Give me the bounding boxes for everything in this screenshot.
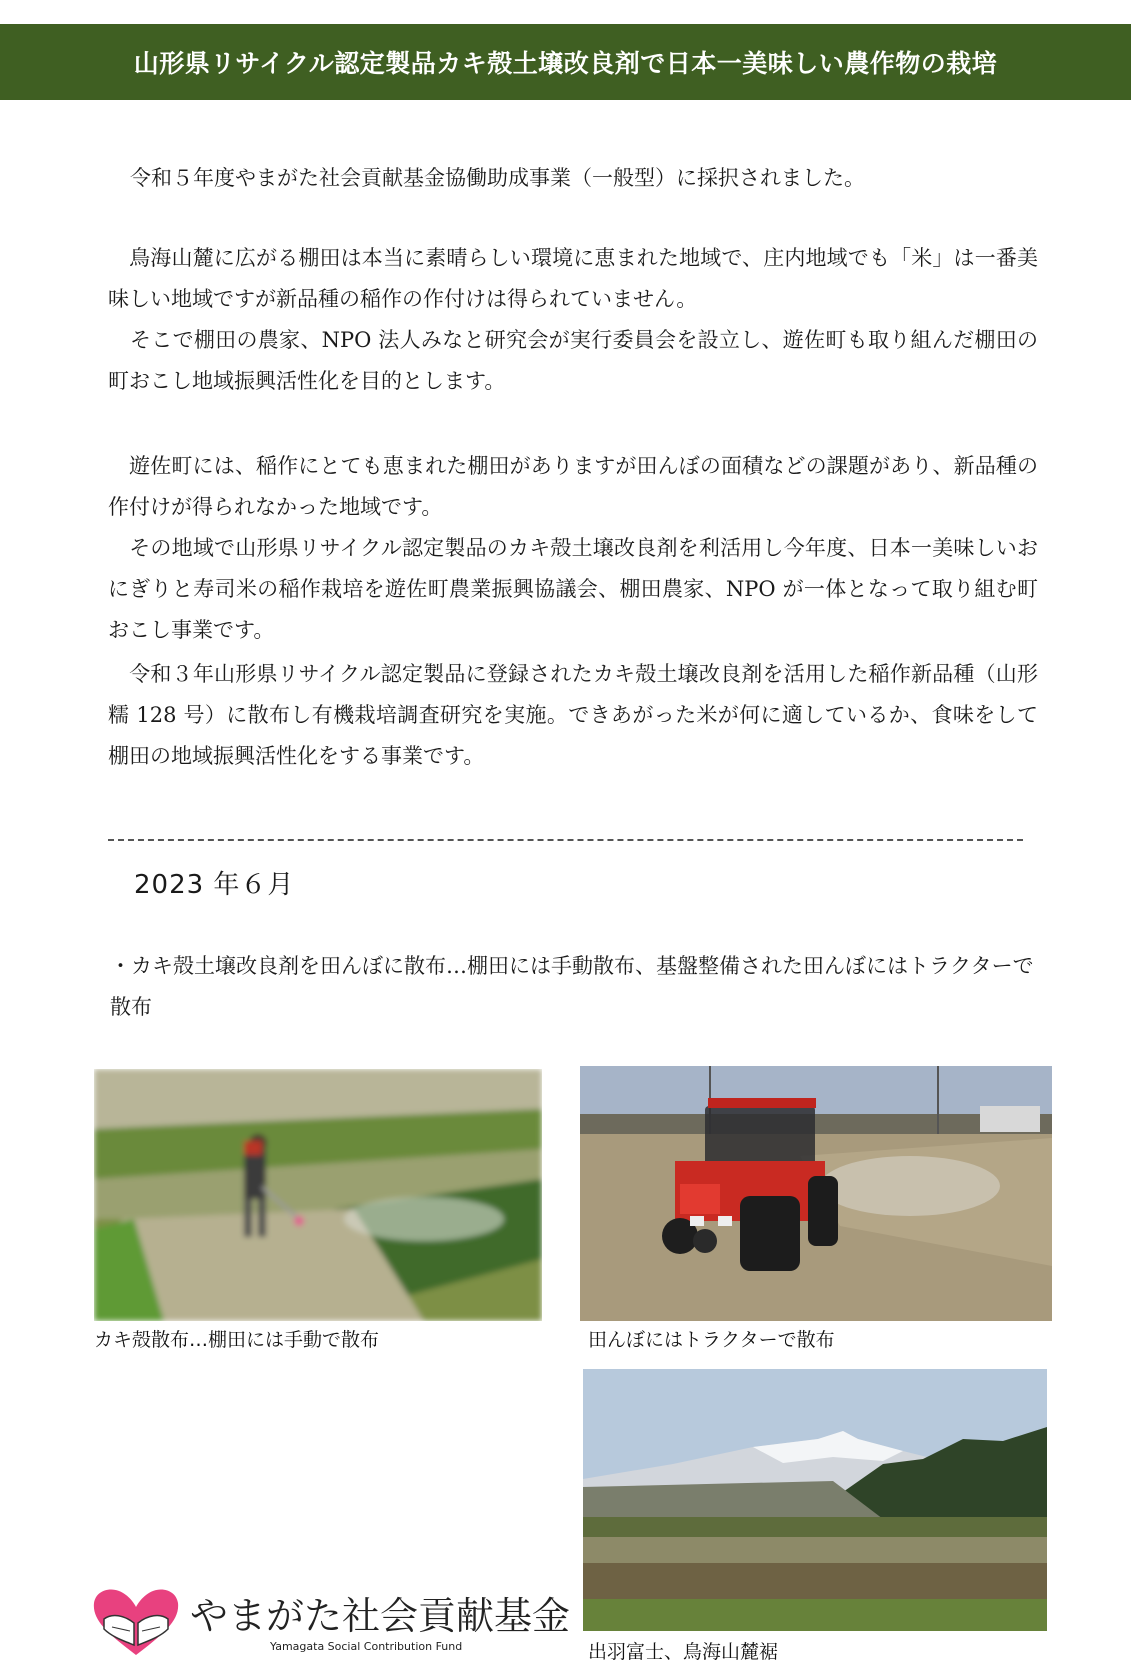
intro-paragraph-5: 令和３年山形県リサイクル認定製品に登録されたカキ殻土壌改良剤を活用した稲作新品種（山形糯 128 号）に散布し有機栽培調査研究を実施。できあがった米が何に適しているか、食味をして棚田の地域振興活性化をする事業です。 <box>108 662 1038 768</box>
intro-paragraph-1: 鳥海山麓に広がる棚田は本当に素晴らしい環境に恵まれた地域で、庄内地域でも「米」は一番美味しい地域ですが新品種の稲作の作付けは得られていません。 <box>108 246 1038 311</box>
page-header <box>0 24 1131 100</box>
intro-paragraph-2: そこで棚田の農家、NPO 法人みなと研究会が実行委員会を設立し、遊佐町も取り組んだ棚田の町おこし地域振興活性化を目的とします。 <box>108 328 1038 393</box>
photo-tractor-spreading <box>580 1066 1052 1321</box>
logo-name: やまがた社会貢献基金 <box>190 1594 571 1638</box>
report-bullet: ・カキ殻土壌改良剤を田んぼに散布…棚田には手動散布、基盤整備された田んぼにはトラクターで散布 <box>110 954 1034 1019</box>
photo-manual-spreading <box>94 1069 542 1321</box>
heart-hands-icon <box>90 1583 182 1661</box>
logo-subtitle: Yamagata Social Contribution Fund <box>270 1640 463 1653</box>
report-date: 2023 年６月 <box>134 870 295 900</box>
caption-mountain: 出羽富士、鳥海山麓裾 <box>588 1641 779 1663</box>
intro-paragraph-3: 遊佐町には、稲作にとても恵まれた棚田がありますが田んぼの面積などの課題があり、新品種の作付けが得られなかった地域です。 <box>108 454 1038 519</box>
section-divider <box>108 839 1023 841</box>
intro-paragraph-4: その地域で山形県リサイクル認定製品のカキ殻土壌改良剤を利活用し今年度、日本一美味しいおにぎりと寿司米の稲作栽培を遊佐町農業振興協議会、棚田農家、NPO が一体となって取り組む町おこし事業です。 <box>108 536 1038 642</box>
adoption-notice: 令和５年度やまがた社会貢献基金協働助成事業（一般型）に採択されました。 <box>130 166 865 190</box>
organization-logo <box>90 1583 571 1663</box>
photo-mountain <box>583 1369 1047 1631</box>
caption-tractor-spreading: 田んぼにはトラクターで散布 <box>588 1329 835 1351</box>
caption-manual-spreading: カキ殻散布…棚田には手動で散布 <box>94 1329 380 1351</box>
page-title: 山形県リサイクル認定製品カキ殻土壌改良剤で日本一美味しい農作物の栽培 <box>133 49 998 78</box>
